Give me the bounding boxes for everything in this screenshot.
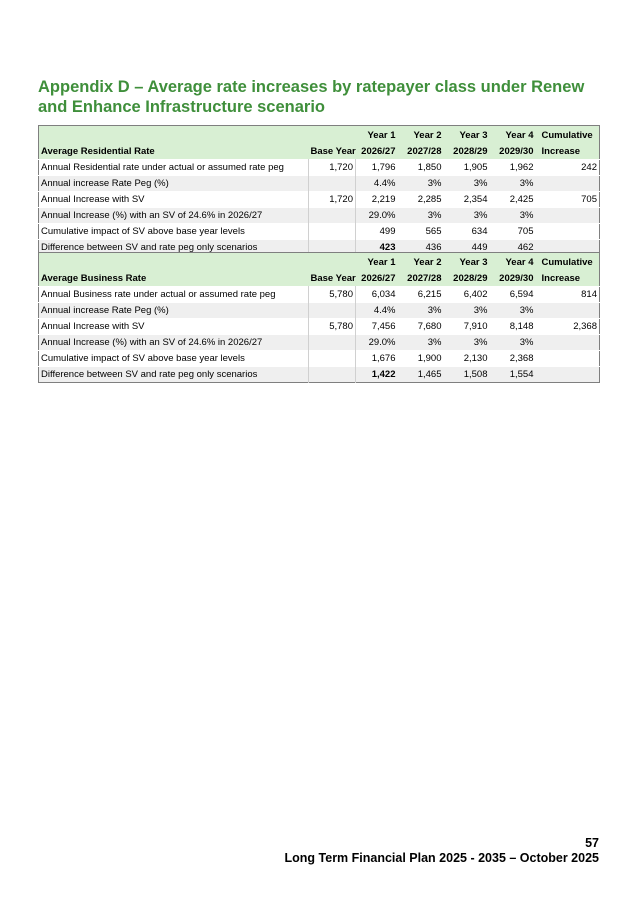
header-row-years bbox=[39, 253, 600, 271]
year2-value: 3% bbox=[398, 303, 444, 319]
residential-rate-table bbox=[38, 125, 600, 256]
base-year-value bbox=[309, 208, 356, 224]
year2-value: 565 bbox=[398, 224, 444, 240]
base-year-value bbox=[309, 335, 356, 351]
year4-value: 6,594 bbox=[490, 287, 536, 303]
year2-period: 2027/28 bbox=[398, 270, 444, 287]
footer-document-title: Long Term Financial Plan 2025 - 2035 – October 2025 bbox=[284, 851, 599, 865]
header-spacer bbox=[309, 126, 356, 144]
page-number: 57 bbox=[585, 836, 599, 850]
year4-value: 2,368 bbox=[490, 351, 536, 367]
year1-value: 7,456 bbox=[356, 319, 398, 335]
year2-label: Year 2 bbox=[398, 253, 444, 271]
row-label: Annual Increase with SV bbox=[39, 319, 309, 335]
cumulative-label: Cumulative bbox=[536, 126, 600, 144]
year3-value: 1,508 bbox=[444, 367, 490, 383]
table-row bbox=[39, 303, 600, 319]
year2-value: 3% bbox=[398, 208, 444, 224]
year4-period: 2029/30 bbox=[490, 270, 536, 287]
base-year-value bbox=[309, 176, 356, 192]
year1-value: 29.0% bbox=[356, 335, 398, 351]
year2-value: 3% bbox=[398, 176, 444, 192]
year1-label: Year 1 bbox=[356, 126, 398, 144]
table-row bbox=[39, 224, 600, 240]
year4-value: 3% bbox=[490, 208, 536, 224]
table-heading: Average Business Rate bbox=[39, 270, 309, 287]
year3-period: 2028/29 bbox=[444, 143, 490, 160]
year1-value: 4.4% bbox=[356, 303, 398, 319]
year1-value: 1,796 bbox=[356, 160, 398, 176]
row-label: Annual Business rate under actual or assumed rate peg bbox=[39, 287, 309, 303]
row-label: Difference between SV and rate peg only scenarios bbox=[39, 240, 309, 256]
year4-value: 3% bbox=[490, 335, 536, 351]
base-year-label: Base Year bbox=[309, 270, 356, 287]
year4-label: Year 4 bbox=[490, 126, 536, 144]
year2-value: 6,215 bbox=[398, 287, 444, 303]
year3-value: 3% bbox=[444, 303, 490, 319]
table-row bbox=[39, 367, 600, 383]
year1-label: Year 1 bbox=[356, 253, 398, 271]
cumulative-value bbox=[536, 176, 600, 192]
year1-value: 6,034 bbox=[356, 287, 398, 303]
year4-label: Year 4 bbox=[490, 253, 536, 271]
cumulative-value bbox=[536, 335, 600, 351]
table-row bbox=[39, 319, 600, 335]
cumulative-value bbox=[536, 303, 600, 319]
year3-value: 6,402 bbox=[444, 287, 490, 303]
year2-value: 436 bbox=[398, 240, 444, 256]
cumulative-value bbox=[536, 351, 600, 367]
year2-value: 1,850 bbox=[398, 160, 444, 176]
year1-value: 2,219 bbox=[356, 192, 398, 208]
year2-label: Year 2 bbox=[398, 126, 444, 144]
row-label: Annual Increase (%) with an SV of 24.6% in 2026/27 bbox=[39, 335, 309, 351]
year3-label: Year 3 bbox=[444, 253, 490, 271]
header-spacer bbox=[39, 126, 309, 144]
year1-value: 1,676 bbox=[356, 351, 398, 367]
year3-label: Year 3 bbox=[444, 126, 490, 144]
row-label: Difference between SV and rate peg only scenarios bbox=[39, 367, 309, 383]
year3-value: 2,354 bbox=[444, 192, 490, 208]
header-spacer bbox=[309, 253, 356, 271]
base-year-value: 5,780 bbox=[309, 319, 356, 335]
cumulative-value bbox=[536, 224, 600, 240]
base-year-value: 5,780 bbox=[309, 287, 356, 303]
table-row bbox=[39, 208, 600, 224]
year1-period: 2026/27 bbox=[356, 270, 398, 287]
header-spacer bbox=[39, 253, 309, 271]
increase-label: Increase bbox=[536, 270, 600, 287]
page-title: Appendix D – Average rate increases by ratepayer class under Renew and Enhance Infrastructure scenario bbox=[38, 78, 585, 116]
year1-value: 29.0% bbox=[356, 208, 398, 224]
cumulative-value: 2,368 bbox=[536, 319, 600, 335]
cumulative-value bbox=[536, 367, 600, 383]
year2-value: 7,680 bbox=[398, 319, 444, 335]
year4-value: 8,148 bbox=[490, 319, 536, 335]
row-label: Annual increase Rate Peg (%) bbox=[39, 303, 309, 319]
cumulative-value: 705 bbox=[536, 192, 600, 208]
year3-value: 7,910 bbox=[444, 319, 490, 335]
year2-value: 2,285 bbox=[398, 192, 444, 208]
cumulative-label: Cumulative bbox=[536, 253, 600, 271]
base-year-value bbox=[309, 351, 356, 367]
year3-value: 1,905 bbox=[444, 160, 490, 176]
base-year-label: Base Year bbox=[309, 143, 356, 160]
base-year-value bbox=[309, 224, 356, 240]
cumulative-value: 242 bbox=[536, 160, 600, 176]
base-year-value: 1,720 bbox=[309, 160, 356, 176]
year3-value: 3% bbox=[444, 208, 490, 224]
year3-period: 2028/29 bbox=[444, 270, 490, 287]
year2-value: 3% bbox=[398, 335, 444, 351]
year4-value: 2,425 bbox=[490, 192, 536, 208]
table-row bbox=[39, 287, 600, 303]
year4-value: 1,962 bbox=[490, 160, 536, 176]
table-row bbox=[39, 335, 600, 351]
year4-value: 462 bbox=[490, 240, 536, 256]
table-heading: Average Residential Rate bbox=[39, 143, 309, 160]
business-rate-table bbox=[38, 252, 600, 383]
header-row-periods bbox=[39, 143, 600, 160]
table-row bbox=[39, 192, 600, 208]
increase-label: Increase bbox=[536, 143, 600, 160]
year4-period: 2029/30 bbox=[490, 143, 536, 160]
row-label: Cumulative impact of SV above base year levels bbox=[39, 351, 309, 367]
year4-value: 705 bbox=[490, 224, 536, 240]
year1-value: 1,422 bbox=[356, 367, 398, 383]
header-row-years bbox=[39, 126, 600, 144]
year1-value: 4.4% bbox=[356, 176, 398, 192]
year3-value: 634 bbox=[444, 224, 490, 240]
row-label: Annual Increase with SV bbox=[39, 192, 309, 208]
base-year-value bbox=[309, 367, 356, 383]
year3-value: 3% bbox=[444, 335, 490, 351]
year3-value: 3% bbox=[444, 176, 490, 192]
year4-value: 3% bbox=[490, 176, 536, 192]
row-label: Annual increase Rate Peg (%) bbox=[39, 176, 309, 192]
year1-value: 499 bbox=[356, 224, 398, 240]
year2-value: 1,900 bbox=[398, 351, 444, 367]
year2-period: 2027/28 bbox=[398, 143, 444, 160]
header-row-periods bbox=[39, 270, 600, 287]
year1-period: 2026/27 bbox=[356, 143, 398, 160]
year2-value: 1,465 bbox=[398, 367, 444, 383]
cumulative-value bbox=[536, 208, 600, 224]
table-row bbox=[39, 351, 600, 367]
table-row bbox=[39, 176, 600, 192]
table-row bbox=[39, 160, 600, 176]
year4-value: 1,554 bbox=[490, 367, 536, 383]
year3-value: 2,130 bbox=[444, 351, 490, 367]
row-label: Cumulative impact of SV above base year levels bbox=[39, 224, 309, 240]
base-year-value: 1,720 bbox=[309, 192, 356, 208]
base-year-value bbox=[309, 303, 356, 319]
cumulative-value: 814 bbox=[536, 287, 600, 303]
year3-value: 449 bbox=[444, 240, 490, 256]
row-label: Annual Increase (%) with an SV of 24.6% in 2026/27 bbox=[39, 208, 309, 224]
year1-value: 423 bbox=[356, 240, 398, 256]
row-label: Annual Residential rate under actual or assumed rate peg bbox=[39, 160, 309, 176]
year4-value: 3% bbox=[490, 303, 536, 319]
